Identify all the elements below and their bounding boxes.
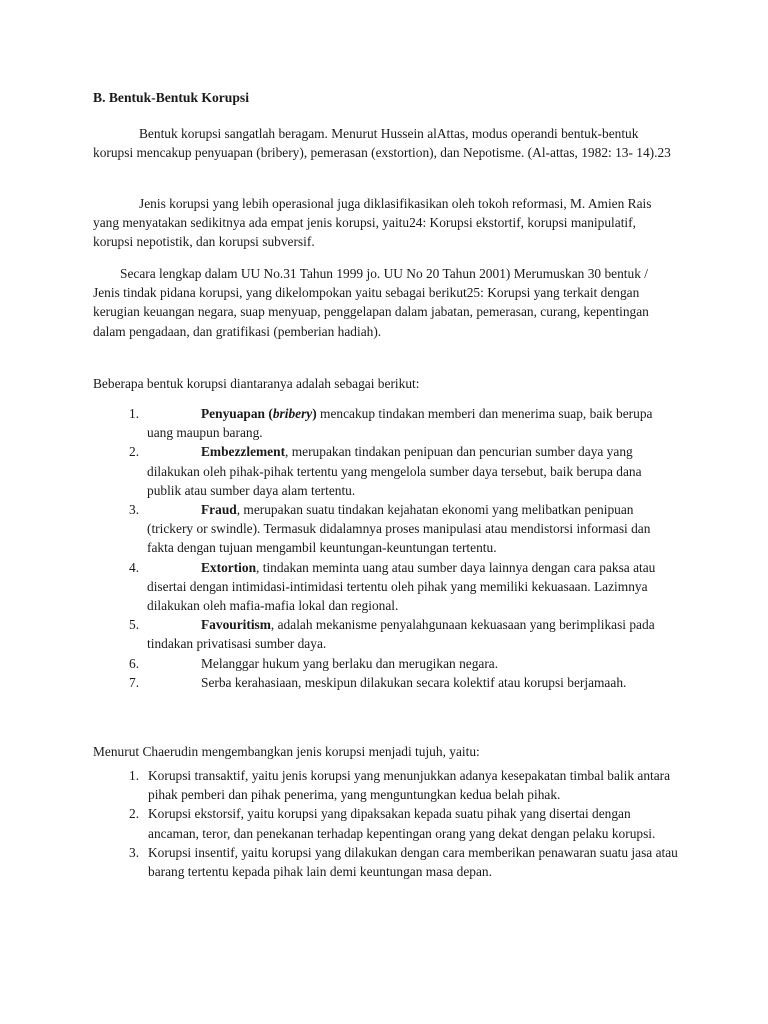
list-term: Favouritism xyxy=(201,617,271,633)
list-text: , merupakan suatu tindakan kejahatan ekonomi yang melibatkan penipuan (trickery or swindle). Termasuk didalamnya proses manipulasi atau mendistorsi informasi dan fakta dengan tujuan mengambil keuntungan-keuntungan tertentu. xyxy=(147,502,651,556)
list-number: 1. xyxy=(129,768,140,783)
list-item xyxy=(93,673,678,692)
list-number: 2. xyxy=(129,806,140,822)
section-heading: B. Bentuk-Bentuk Korupsi xyxy=(93,90,249,105)
list-text: , merupakan tindakan penipuan dan pencurian sumber daya yang dilakukan oleh pihak-pihak tertentu yang mengelola sumber daya tersebut, baik berupa dana publik atau sumber daya alam tertentu. xyxy=(147,444,642,498)
list-text: , adalah mekanisme penyalahgunaan kekuasaan yang berimplikasi pada tindakan privatisasi sumber daya. xyxy=(147,617,655,652)
list-number: 3. xyxy=(129,502,140,518)
list-text: Korupsi insentif, yaitu korupsi yang dilakukan dengan cara memberikan penawaran suatu jasa atau barang tertentu kepada pihak lain demi keuntungan masa depan. xyxy=(148,844,678,880)
list-term: Penyuapan (bribery) xyxy=(201,406,317,421)
list-item xyxy=(93,442,678,500)
list-number: 5. xyxy=(129,617,140,633)
list-number: 4. xyxy=(129,559,140,575)
list-item xyxy=(93,843,678,881)
list-number: 6. xyxy=(129,655,140,671)
list-item xyxy=(93,766,678,804)
list-number: 3. xyxy=(129,844,140,860)
list-text: mencakup tindakan memberi dan menerima suap, baik berupa uang maupun barang. xyxy=(147,406,653,441)
list-item xyxy=(93,654,678,673)
paragraph-chaerudin: Menurut Chaerudin mengembangkan jenis korupsi menjadi tujuh, yaitu: xyxy=(93,744,480,759)
list-term: Embezzlement xyxy=(201,444,286,460)
list-term: Extortion xyxy=(201,559,257,575)
forms-of-corruption-list xyxy=(93,404,678,692)
list-text: Korupsi transaktif, yaitu jenis korupsi yang menunjukkan adanya kesepakatan timbal balik antara pihak pemberi dan pihak penerima, yang menguntungkan kedua belah pihak. xyxy=(148,768,671,803)
list-item xyxy=(93,558,678,616)
paragraph-uu-no31: Secara lengkap dalam UU No.31 Tahun 1999 jo. UU No 20 Tahun 2001) Merumuskan 30 bentuk / Jenis tindak pidana korupsi, yang dikelompokan yaitu sebagai berikut25: Korupsi yang terkait dengan kerugian keuangan negara, suap menyuap, penggelapan dalam jabatan, pemerasan, curang, kepentingan dalam pengadaan, dan gratifikasi (pemberian hadiah). xyxy=(93,266,649,339)
list-item xyxy=(93,404,678,442)
paragraph-hussein-alattas: Bentuk korupsi sangatlah beragam. Menurut Hussein alAttas, modus operandi bentuk-bentuk korupsi mencakup penyuapan (bribery), pemerasan (exstortion), dan Nepotisme. (Al-attas, 1982: 13- 14).23 xyxy=(93,126,671,161)
paragraph-amien-rais: Jenis korupsi yang lebih operasional juga diklasifikasikan oleh tokoh reformasi, M. Amien Rais yang menyatakan sedikitnya ada empat jenis korupsi, yaitu24: Korupsi ekstortif, korupsi manipulatif, korupsi nepotistik, dan korupsi subversif. xyxy=(93,196,652,250)
chaerudin-types-list xyxy=(93,766,678,881)
paragraph-list-intro: Beberapa bentuk korupsi diantaranya adalah sebagai berikut: xyxy=(93,376,420,391)
list-text: Melanggar hukum yang berlaku dan merugikan negara. xyxy=(201,655,499,671)
list-item xyxy=(93,804,678,842)
list-number: 1. xyxy=(129,406,140,421)
list-term: Fraud xyxy=(201,502,237,518)
list-text: Serba kerahasiaan, meskipun dilakukan secara kolektif atau korupsi berjamaah. xyxy=(201,674,627,690)
list-text: , tindakan meminta uang atau sumber daya lainnya dengan cara paksa atau disertai dengan intimidasi-intimidasi tertentu oleh pihak yang memiliki kekuasaan. Lazimnya dilakukan oleh mafia-mafia lokal dan regional. xyxy=(147,559,656,614)
list-number: 2. xyxy=(129,444,140,460)
list-item xyxy=(93,500,678,558)
list-text: Korupsi ekstorsif, yaitu korupsi yang dipaksakan kepada suatu pihak yang disertai dengan ancaman, teror, dan penekanan terhadap kepentingan orang yang dekat dengan pelaku korupsi. xyxy=(148,806,656,841)
list-item xyxy=(93,615,678,653)
list-number: 7. xyxy=(129,674,140,690)
